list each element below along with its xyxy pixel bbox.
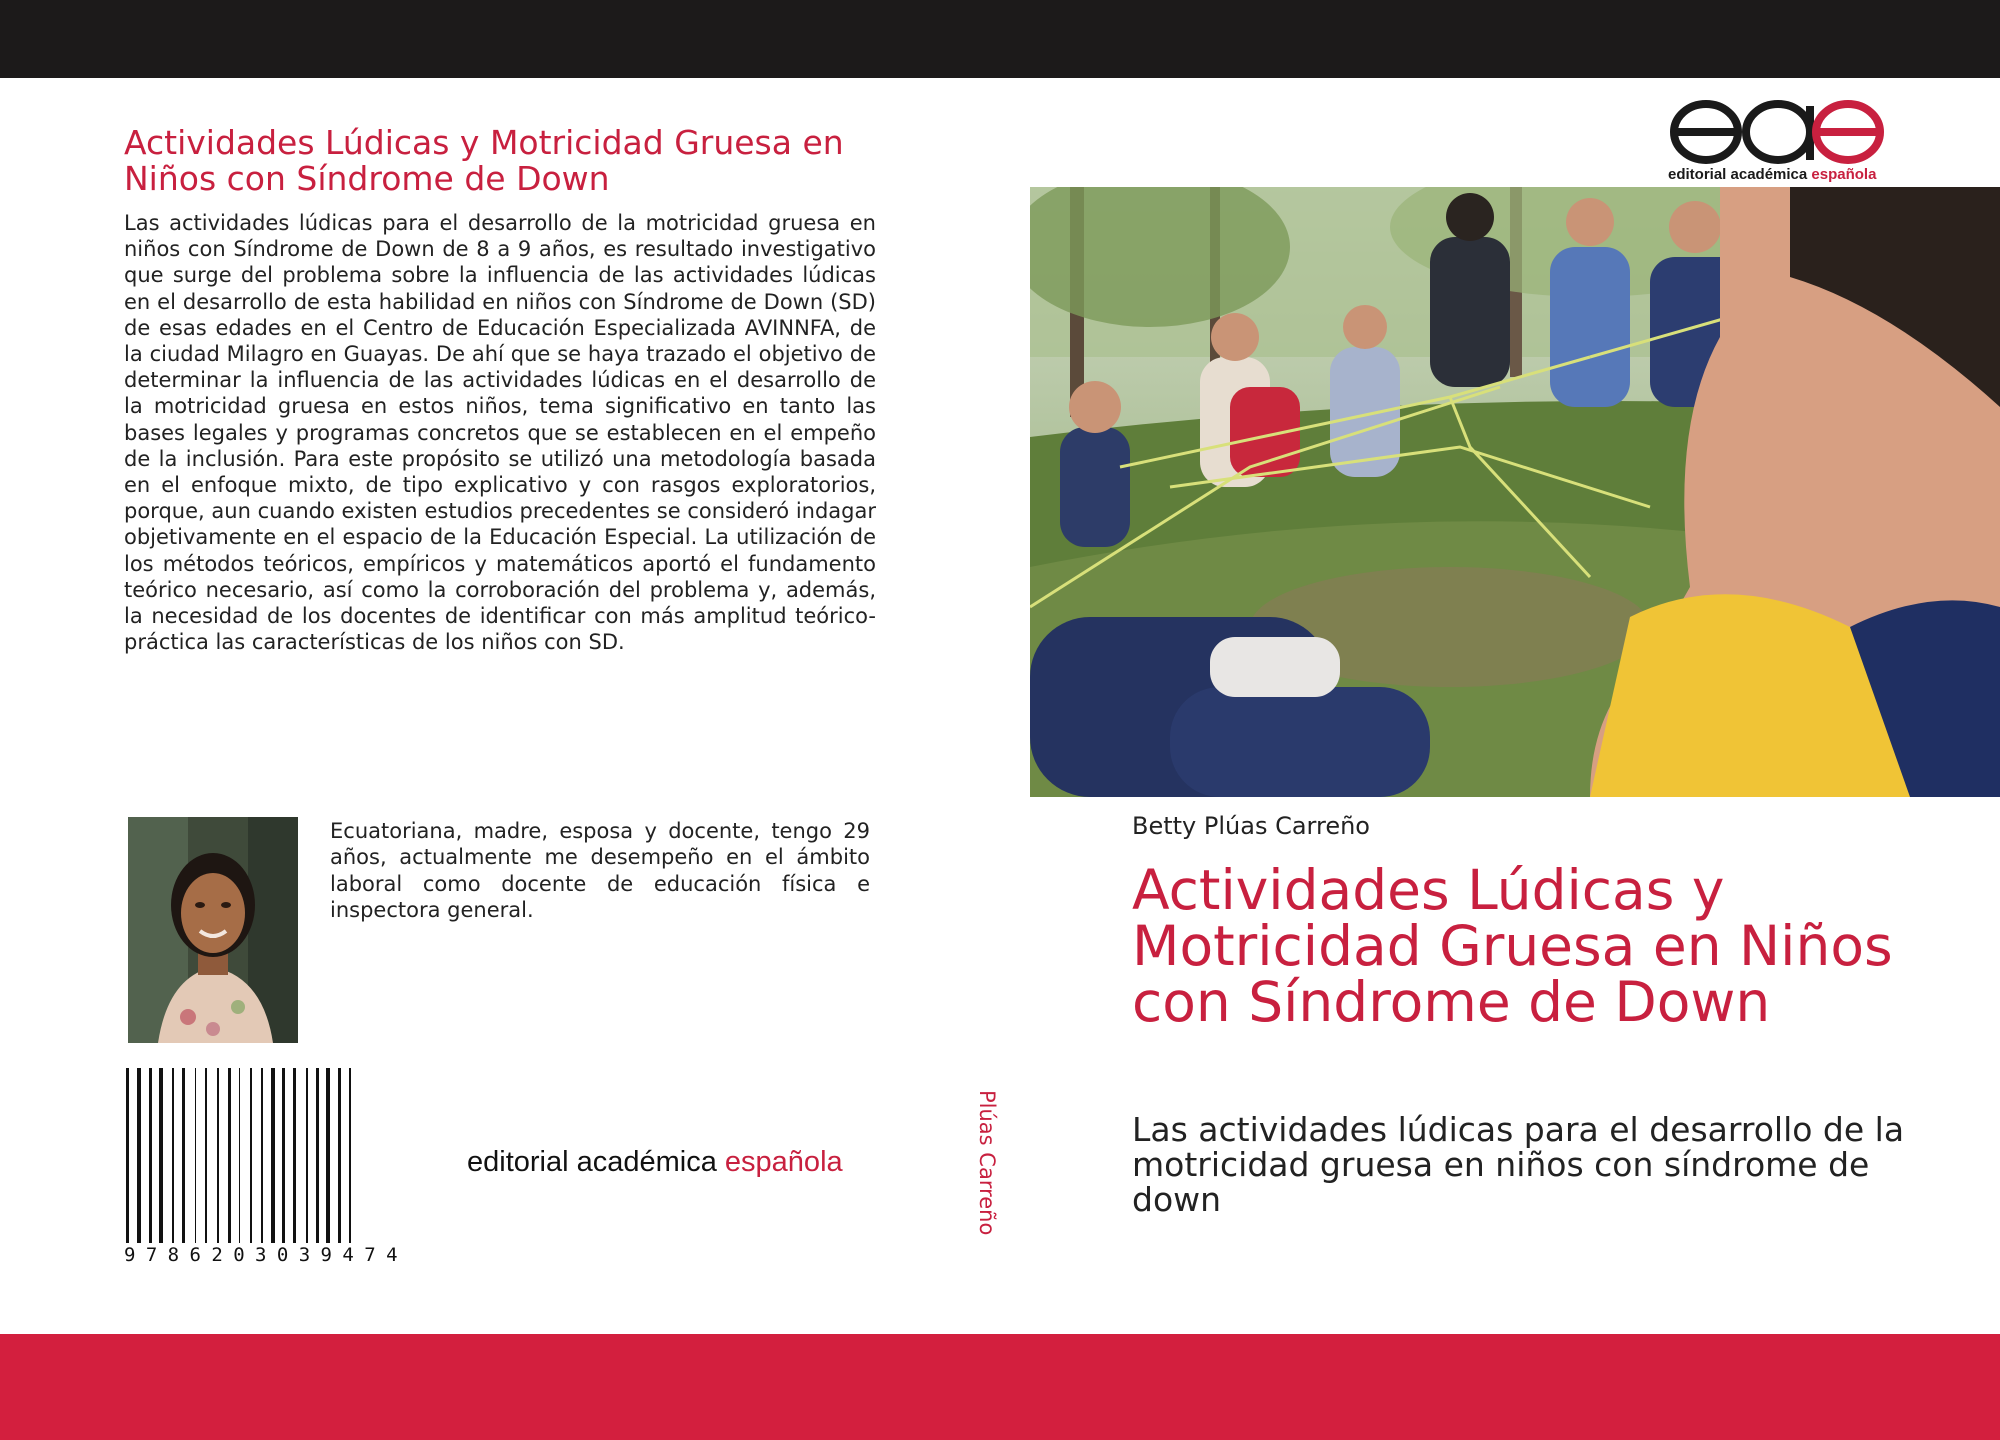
back-publisher-main: editorial académica: [467, 1146, 725, 1178]
logo-caption: [1668, 166, 1888, 183]
spine-author: Plúas Carreño: [975, 1090, 999, 1236]
isbn-digits: 9786203039474: [124, 1244, 408, 1266]
author-photo: [128, 817, 298, 1043]
logo-caption-main: editorial académica: [1668, 166, 1812, 183]
front-author: Betty Plúas Carreño: [1132, 812, 1370, 840]
back-cover-title: Actividades Lúdicas y Motricidad Gruesa en Niños con Síndrome de Down: [124, 123, 844, 198]
cover-photo: [1030, 187, 2000, 797]
back-cover-blurb: Las actividades lúdicas para el desarrollo de la motricidad gruesa en niños con Síndrome de Down de 8 a 9 años, es resultado investigativo que surge del problema sobre la influencia de las actividades lúdicas en el desarrollo de esta habilidad en niños con Síndrome de Down (SD) de esas edades en el Centro de Educación Especializada AVINNFA, de la ciudad Milagro en Guayas. De ahí que se haya trazado el objetivo de determinar la influencia de las actividades lúdicas en el desarrollo de la motricidad gruesa en estos niños, tema significativo en tanto las bases legales y programas concretos que se establecen en el empeño de la inclusión. Para este propósito se utilizó una metodología basada en el enfoque mixto, de tipo explicativo y con rasgos exploratorios, porque, aun cuando existen estudios precedentes se consideró indagar objetivamente en el espacio de la Educación Especial. La utilización de los métodos teóricos, empíricos y matemáticos aportó el fundamento teórico necesario, así como la corroboración del problema y, además, la necesidad de los docentes de identificar con más amplitud teórico-práctica las características de los niños con SD.: [124, 211, 876, 655]
publisher-logo: [1668, 98, 1888, 188]
bottom-band: [0, 1334, 2000, 1440]
back-publisher-name: [467, 1146, 843, 1179]
author-bio: Ecuatoriana, madre, esposa y docente, tengo 29 años, actualmente me desempeño en el ámbito laboral como docente de educación física e inspectora general.: [330, 819, 870, 923]
back-publisher-accent: española: [724, 1146, 843, 1178]
front-subtitle: Las actividades lúdicas para el desarrollo de la motricidad gruesa en niños con síndrome de down: [1132, 1110, 1905, 1219]
top-band: [0, 0, 2000, 78]
barcode: [122, 1068, 452, 1268]
front-title: Actividades Lúdicas y Motricidad Gruesa en Niños con Síndrome de Down: [1132, 858, 1893, 1034]
logo-caption-accent: española: [1811, 166, 1877, 183]
